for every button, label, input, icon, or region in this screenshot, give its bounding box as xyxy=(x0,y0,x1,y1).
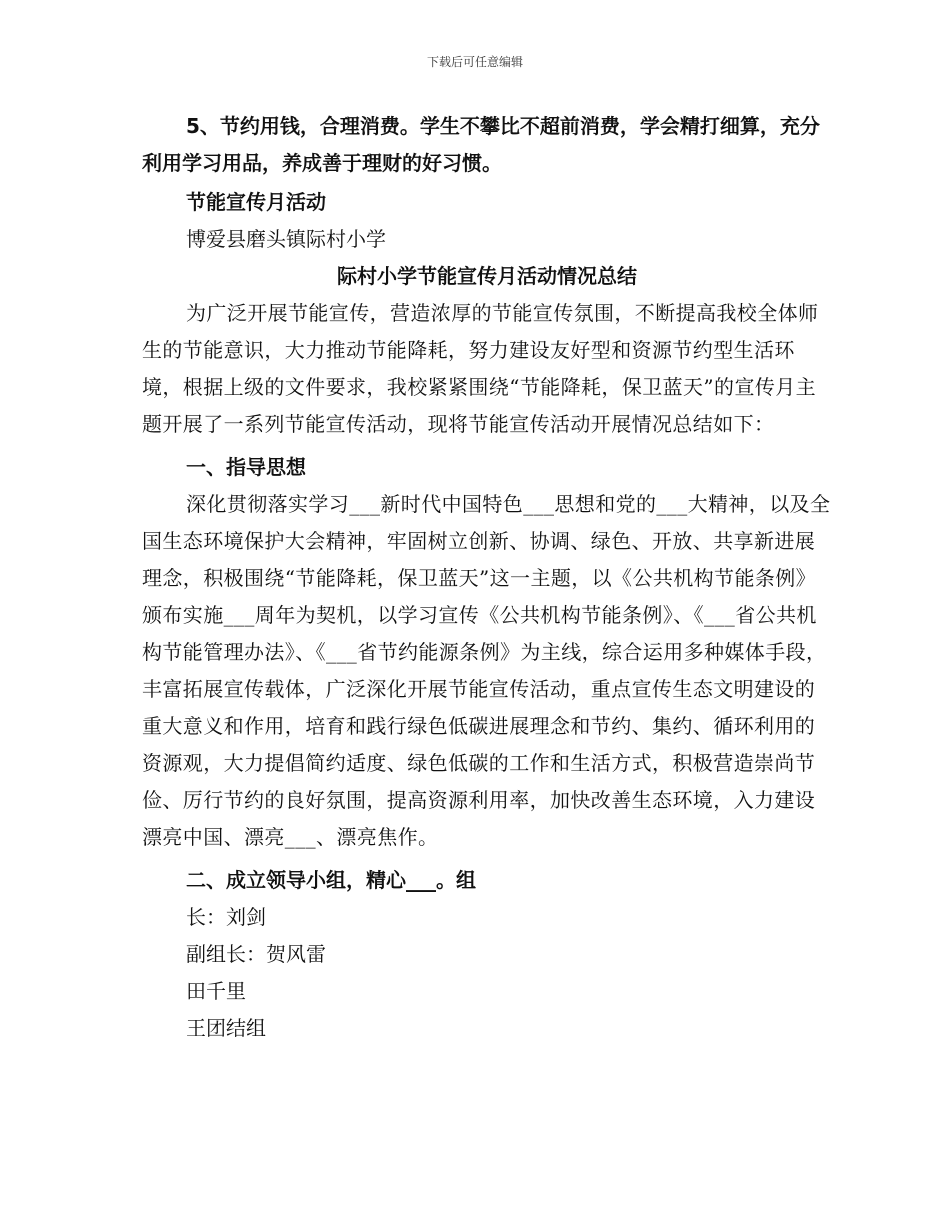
section-heading: 节能宣传月活动 xyxy=(186,190,326,214)
school-name: 博爱县磨头镇际村小学 xyxy=(186,227,386,251)
heading-guiding-ideology: 一、指导思想 xyxy=(186,455,306,479)
group-leader: 长：刘剑 xyxy=(186,905,266,929)
guiding-ideology-paragraph: 深化贯彻落实学习___新时代中国特色___思想和党的___大精神，以及全国生态环境保护大会精神，牢固树立创新、协调、绿色、开放、共享新进展理念，积极围绕“节能降耗，保卫蓝天”这一主题，以《公共机构节能条例》颁布实施___周年为契机，以学习宣传《公共机构节能条例》、《___省公共机构节能管理办法》、《___省节约能源条例》为主线，综合运用多种媒体手段，丰富拓展宣传载体，广泛深化开展节能宣传活动，重点宣传生态文明建设的重大意义和作用，培育和践行绿色低碳进展理念和节约、集约、循环利用的资源观，大力提倡简约适度、绿色低碳的工作和生活方式，积极营造崇尚节俭、厉行节约的良好氛围，提高资源利用率，加快改善生态环境，入力建设漂亮中国、漂亮___、漂亮焦作。 xyxy=(142,492,831,849)
paragraph-item-5: 5、节约用钱，合理消费。学生不攀比不超前消费，学会精打细算，充分利用学习用品，养成善于理财的好习惯。 xyxy=(142,114,820,175)
document-body xyxy=(142,108,832,1047)
group-member: 王团结组 xyxy=(186,1016,266,1040)
page-header: 下载后可任意编辑 xyxy=(426,55,523,69)
intro-paragraph: 为广泛开展节能宣传，营造浓厚的节能宣传氛围，不断提高我校全体师生的节能意识，大力推动节能降耗，努力建设友好型和资源节约型生活环境，根据上级的文件要求，我校紧紧围绕“节能降耗，保卫蓝天”的宣传月主题开展了一系列节能宣传活动，现将节能宣传活动开展情况总结如下： xyxy=(142,301,819,436)
group-deputy-leader: 副组长：贺风雷 xyxy=(186,942,326,966)
group-member: 田千里 xyxy=(186,979,246,1003)
heading-leadership-group: 二、成立领导小组，精心___。组 xyxy=(186,868,476,892)
document-title: 际村小学节能宣传月活动情况总结 xyxy=(337,264,637,288)
